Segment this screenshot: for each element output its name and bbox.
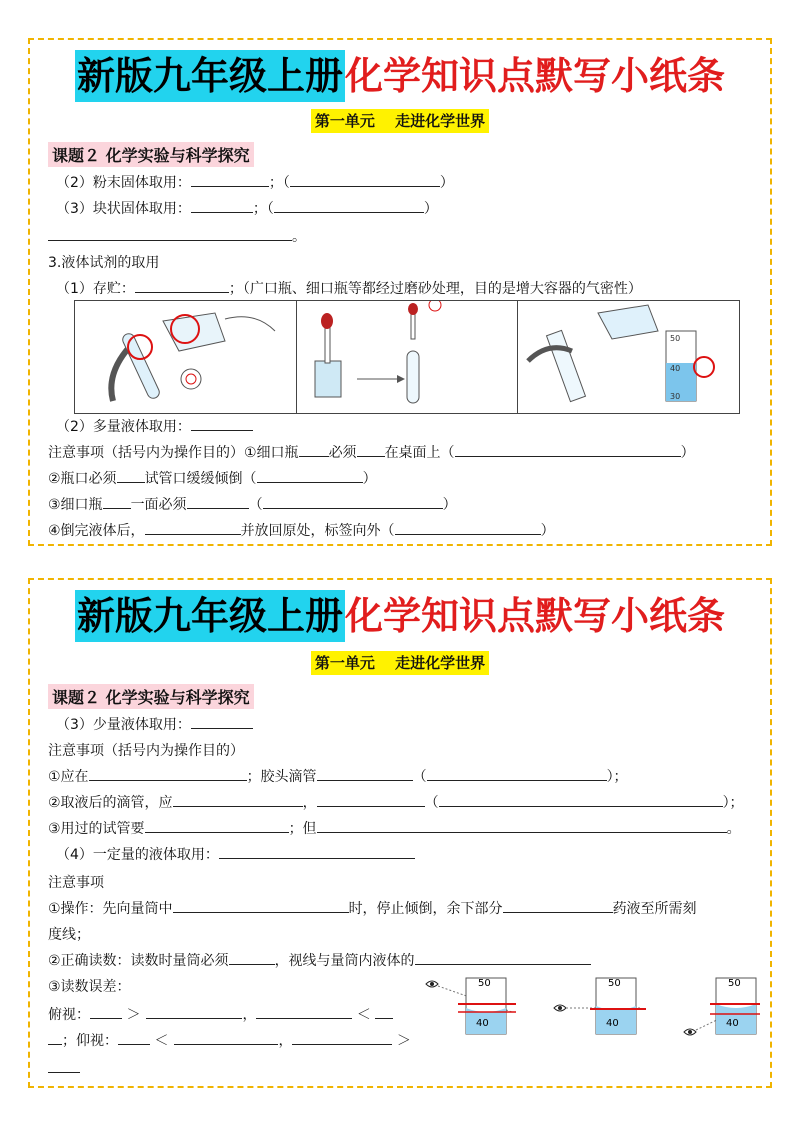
blank (263, 494, 443, 509)
text: ＜ (356, 1007, 371, 1023)
tick-label: 40 (726, 1018, 739, 1029)
text: ） (680, 445, 695, 461)
blank (427, 766, 607, 781)
text: （3）少量液体取用： (56, 717, 191, 733)
blank (375, 1004, 393, 1019)
blank (317, 792, 425, 807)
blank (145, 818, 289, 833)
cylinder-look-down (426, 978, 516, 1034)
text: 一面必须 (130, 497, 187, 513)
line-notes-1 (48, 442, 695, 462)
title-part-a: 新版九年级上册 (75, 50, 345, 102)
figure-pouring (75, 301, 297, 413)
blank (439, 792, 723, 807)
tick-label: 30 (670, 392, 681, 401)
text: ；（ (268, 175, 290, 191)
text: ， (278, 1033, 293, 1049)
text: ②取液后的滴管，应 (48, 795, 173, 811)
unit-label: 第一单元 走进化学世界 (311, 651, 489, 675)
text: ；（ (252, 201, 274, 217)
tick-label: 50 (670, 334, 681, 343)
text: ，视线与量筒内液体的 (274, 953, 415, 969)
blank (299, 442, 329, 457)
text: 时，停止倾倒，余下部分 (348, 901, 503, 917)
text: ） (362, 471, 377, 487)
blank (455, 442, 681, 457)
text: ②瓶口必须 (48, 471, 117, 487)
blank (503, 898, 613, 913)
text: ） (423, 201, 438, 217)
text: （4）一定量的液体取用： (56, 847, 219, 863)
blank (118, 1030, 150, 1045)
line-operation (48, 898, 697, 918)
card-title (30, 590, 770, 642)
text: 。 (292, 229, 306, 245)
blank (292, 1030, 392, 1045)
text: 药液至所需刻 (612, 901, 697, 917)
text: 并放回原处，标签向外（ (240, 523, 395, 539)
liquid-operation-figures (74, 300, 740, 414)
unit-heading (30, 110, 770, 131)
text: （ (248, 497, 263, 513)
blank (173, 792, 303, 807)
text: ②正确读数：读数时量筒必须 (48, 953, 229, 969)
tick-label: 50 (728, 978, 741, 989)
tick-label: 40 (606, 1018, 619, 1029)
blank (117, 468, 145, 483)
blank (173, 898, 349, 913)
blank (103, 494, 131, 509)
line-dropper-2 (48, 792, 744, 812)
text: （1）存贮： (56, 281, 135, 297)
text: ）； (722, 795, 744, 811)
blank (219, 844, 415, 859)
text: ， (242, 1007, 257, 1023)
text: ）； (606, 769, 628, 785)
line-liquid-heading: 3.液体试剂的取用 (48, 255, 160, 271)
line-operation-cont: 度线； (48, 927, 90, 943)
line-error-heading: ③读数误差： (48, 979, 131, 995)
line-tail (48, 1058, 80, 1077)
blank (317, 818, 727, 833)
line-measured-liquid (56, 844, 415, 864)
blank (145, 520, 241, 535)
title-part-b: 化学知识点默写小纸条 (345, 594, 726, 638)
text: 试管口缓缓倾倒（ (144, 471, 257, 487)
blank (357, 442, 385, 457)
line-look-down (48, 1004, 393, 1024)
text: 在桌面上（ (384, 445, 455, 461)
text: 注意事项（括号内为操作目的）①细口瓶 (48, 445, 299, 461)
unit-heading (30, 652, 770, 673)
text: ＜ (154, 1033, 169, 1049)
text: ③用过的试管要 (48, 821, 145, 837)
text: 俯视： (48, 1007, 90, 1023)
blank (48, 1058, 80, 1073)
title-part-a: 新版九年级上册 (75, 590, 345, 642)
blank (174, 1030, 278, 1045)
lesson-heading: 课题２ 化学实验与科学探究 (48, 684, 254, 709)
text: ＞ (126, 1007, 141, 1023)
cylinder-look-up (684, 978, 760, 1035)
line-storage (56, 278, 642, 298)
line-notes-4 (48, 520, 555, 540)
line-look-up (48, 1030, 411, 1050)
line-bulk-liquid (56, 416, 253, 436)
line-reading (48, 950, 591, 970)
card-title (30, 50, 770, 102)
blank (191, 416, 253, 431)
text: （3）块状固体取用： (56, 201, 191, 217)
blank (317, 766, 413, 781)
blank (135, 278, 229, 293)
blank (395, 520, 541, 535)
blank (290, 172, 440, 187)
tick-label: 50 (478, 978, 491, 989)
blank (191, 714, 253, 729)
tick-label: 40 (476, 1018, 489, 1029)
blank (415, 950, 591, 965)
line-notes-heading: 注意事项（括号内为操作目的） (48, 743, 244, 759)
line-continuation (48, 226, 306, 246)
cylinder-look-level (554, 978, 646, 1034)
text: ） (439, 175, 454, 191)
cylinder-illustration (518, 301, 738, 411)
text: ） (442, 497, 457, 513)
line-small-liquid (56, 714, 253, 734)
line-notes-3 (48, 494, 457, 514)
text: （ (424, 795, 439, 811)
blank (187, 494, 249, 509)
blank (191, 198, 253, 213)
text: ①操作：先向量筒中 (48, 901, 173, 917)
text: ， (302, 795, 317, 811)
blank (90, 1004, 122, 1019)
text: 。 (726, 821, 741, 837)
blank (274, 198, 424, 213)
text: （2）粉末固体取用： (56, 175, 191, 191)
dropper-illustration (297, 301, 517, 411)
text: ；仰视： (62, 1033, 118, 1049)
blank (146, 1004, 242, 1019)
line-dropper-3 (48, 818, 741, 838)
note-card-2 (28, 578, 772, 1088)
tick-label: 40 (670, 364, 681, 373)
lesson-heading: 课题２ 化学实验与科学探究 (48, 142, 254, 167)
blank (256, 1004, 352, 1019)
title-part-b: 化学知识点默写小纸条 (345, 54, 726, 98)
blank (257, 468, 363, 483)
blank (229, 950, 275, 965)
text: ；胶头滴管 (246, 769, 317, 785)
blank (191, 172, 269, 187)
tick-label: 50 (608, 978, 621, 989)
figure-cylinder-pour (518, 301, 739, 413)
blank (89, 766, 247, 781)
text: ④倒完液体后， (48, 523, 145, 539)
unit-label: 第一单元 走进化学世界 (311, 109, 489, 133)
note-card-1 (28, 38, 772, 546)
pouring-illustration (75, 301, 295, 411)
blank (48, 1030, 62, 1045)
text: ） (540, 523, 555, 539)
text: ；但 (288, 821, 317, 837)
text: 必须 (328, 445, 357, 461)
line-powder (56, 172, 454, 192)
cylinder-reading-figures (420, 974, 760, 1040)
text: （ (412, 769, 427, 785)
text: ；（广口瓶、细口瓶等都经过磨砂处理，目的是增大容器的气密性） (228, 281, 642, 297)
text: （2）多量液体取用： (56, 419, 191, 435)
figure-dropper (297, 301, 519, 413)
blank (48, 226, 292, 241)
text: ③细口瓶 (48, 497, 103, 513)
text: ①应在 (48, 769, 89, 785)
text: ＞ (396, 1033, 411, 1049)
line-block-solid (56, 198, 438, 218)
line-notes-heading-2: 注意事项 (48, 875, 104, 891)
line-notes-2 (48, 468, 377, 488)
line-dropper-1 (48, 766, 628, 786)
